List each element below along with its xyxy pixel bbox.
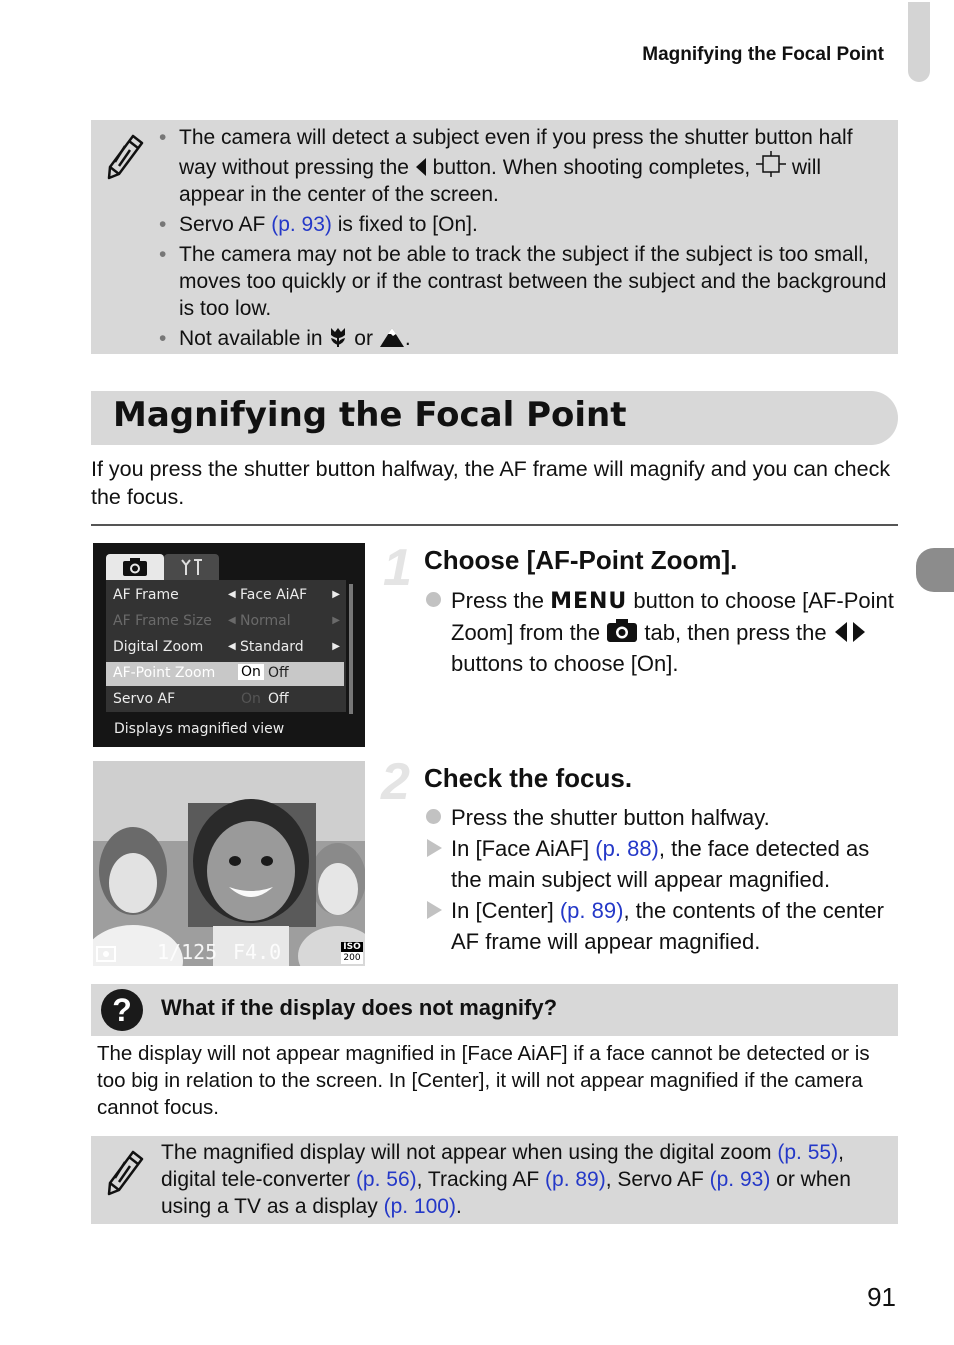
right-arrow-icon: ▶ [332,641,340,652]
page-link[interactable]: (p. 88) [595,836,659,861]
result-item: In [Face AiAF] (p. 88), the face detected as the main subject will appear magnified. [424,833,898,895]
note-box [91,120,898,354]
left-arrow-icon [415,157,427,177]
iso-badge: ISO 200 [341,942,363,964]
note-item: • The camera may not be able to track the subject if the subject is too small, moves too quickly or if the contrast between the subject and the background is too low. [159,241,888,322]
divider [91,524,898,526]
left-arrow-icon: ◀ [228,641,236,652]
camera-icon [606,619,638,643]
lcd-row-af-frame-size: AF Frame Size ◀ Normal ▶ [113,613,340,629]
shutter-speed-readout: 1/125 [157,940,218,964]
step-number: 1 [383,539,412,597]
step-number: 2 [381,753,410,811]
lcd-tabs [106,554,342,580]
page-link[interactable]: (p. 56) [355,1168,417,1191]
mountain-icon [379,326,405,348]
camera-menu-screen [93,543,365,747]
page-link[interactable]: (p. 89) [559,898,624,923]
note-item: • The camera will detect a subject even if you press the shutter button half way without pressing the button. When shooting completes, will appear in the center of the screen. [159,124,888,208]
shooting-tab [106,554,164,580]
lcd-status-text: Displays magnified view [114,721,285,737]
instruction-item: Press the MENU button to choose [AF-Point Zoom] from the tab, then press the buttons to choose [On]. [424,585,898,679]
lcd-row-af-frame: AF Frame ◀ Face AiAF ▶ [113,587,340,603]
lcd-menu-list [106,580,346,712]
section-title: Magnifying the Focal Point [113,395,627,435]
note-item: • Servo AF (p. 93) is fixed to [On]. [159,211,888,238]
step-instructions [424,585,898,679]
metering-icon [96,946,116,962]
intro-paragraph: If you press the shutter button halfway, the AF frame will magnify and you can check the focus. [91,457,891,509]
page-edge-tab [908,2,930,82]
lcd-row-digital-zoom: Digital Zoom ◀ Standard ▶ [113,639,340,655]
lcd-row-servo-af: Servo AF On Off [113,691,289,707]
result-item: In [Center] (p. 89), the contents of the center AF frame will appear magnified. [424,895,898,957]
note-box [91,1136,898,1224]
chapter-tab [916,548,954,592]
step-title: Choose [AF-Point Zoom]. [424,545,738,575]
macro-tulip-icon [328,326,348,348]
page-link[interactable]: (p. 93) [709,1168,771,1191]
page-number: 91 [867,1282,896,1312]
step-title: Check the focus. [424,763,633,793]
tools-icon [164,554,219,580]
step-instructions [424,802,898,957]
faq-title: What if the display does not magnify? [161,995,558,1020]
page-link[interactable]: (p. 89) [545,1168,606,1191]
af-frame-icon [756,151,786,177]
aperture-readout: F4.0 [233,940,282,964]
lcd-row-af-point-zoom: AF-Point Zoom On Off [106,662,344,686]
question-icon: ? [101,989,143,1031]
menu-button-label: MENU [550,589,628,614]
faq-heading-bar [91,984,898,1036]
camera-preview-photo [93,761,365,966]
right-arrow-icon: ▶ [332,615,340,626]
settings-tab [164,554,219,580]
faq-answer: The display will not appear magnified in [Face AiAF] if a face cannot be detected or is too big in relation to the screen. In [Center], it will not appear magnified if the camera cannot focus. [97,1042,870,1119]
note-list [159,124,888,355]
left-arrow-icon: ◀ [228,615,236,626]
lcd-scrollbar [349,584,353,714]
note-text: The magnified display will not appear when using the digital zoom (p. 55), digital tele-converter (p. 56), Tracking AF (p. 89), Servo AF (p. 93) or when using a TV as a display (p. 100). [161,1141,851,1218]
running-header: Magnifying the Focal Point [642,44,884,65]
pencil-icon [105,1148,145,1196]
note-item: • Not available in or . [159,325,888,352]
pencil-icon [105,132,145,180]
left-arrow-icon: ◀ [228,589,236,600]
page-link[interactable]: (p. 93) [271,213,332,236]
left-right-arrows-icon [833,621,867,643]
page-link[interactable]: (p. 100) [383,1195,456,1218]
right-arrow-icon: ▶ [332,589,340,600]
children-photo [93,761,365,966]
section-heading-bar [91,391,898,445]
instruction-item: Press the shutter button halfway. [424,802,898,833]
page-link[interactable]: (p. 55) [777,1141,839,1164]
camera-icon [106,554,164,580]
